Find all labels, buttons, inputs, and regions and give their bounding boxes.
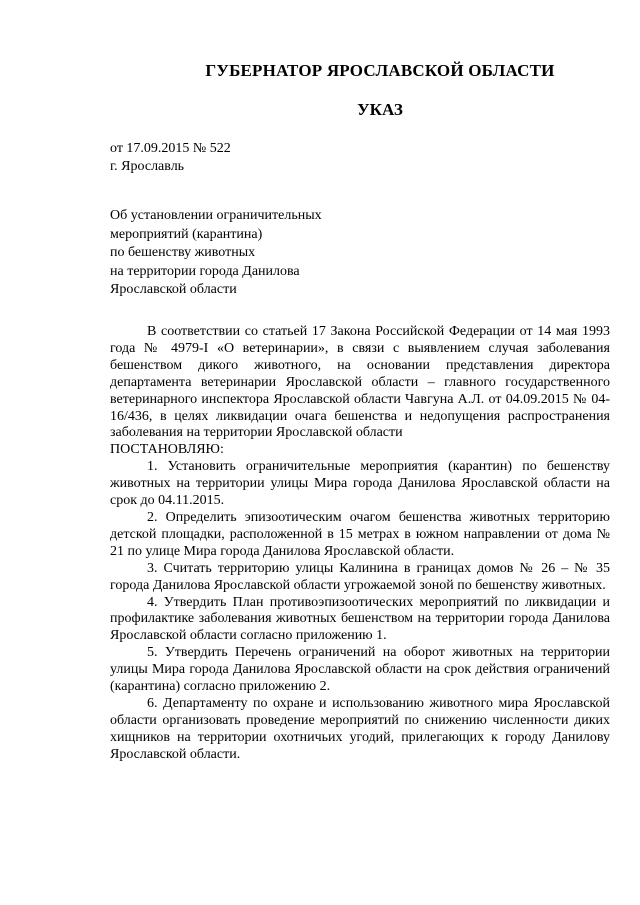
subject-line: мероприятий (карантина) bbox=[110, 226, 263, 242]
resolve-heading: ПОСТАНОВЛЯЮ: bbox=[110, 442, 224, 458]
clause-item: 6. Департаменту по охране и использованию животного мира Ярославской области организовать проведение мероприятий по снижению численности диких хищников на территории охотничьих угодий, прилегающих к городу Данилову Ярославской области. bbox=[110, 695, 610, 762]
clause-item: 3. Считать территорию улицы Калинина в границах домов № 26 – № 35 города Данилова Ярославской области угрожаемой зоной по бешенству животных. bbox=[110, 560, 610, 593]
date-number: от 17.09.2015 № 522 bbox=[110, 141, 231, 156]
issuing-authority: ГУБЕРНАТОР ЯРОСЛАВСКОЙ ОБЛАСТИ bbox=[205, 61, 555, 80]
document-subject bbox=[110, 207, 322, 300]
document-meta bbox=[110, 140, 231, 176]
document-body bbox=[110, 324, 610, 764]
clause-item: 2. Определить эпизоотическим очагом бешенства животных территорию детской площадки, расположенной в 15 метрах в южном направлении от дома № 21 по улице Мира города Данилова Ярославской области. bbox=[110, 509, 610, 559]
subject-line: по бешенству животных bbox=[110, 245, 256, 260]
city: г. Ярославль bbox=[110, 159, 185, 174]
preamble-paragraph: В соответствии со статьей 17 Закона Российской Федерации от 14 мая 1993 года № 4979-I «О ветеринарии», в связи с выявлением случая заболевания бешенством дикого животного, на основании представления директора департамента ветеринарии Ярославской области – главного государственного ветеринарного инспектора Ярославской области Чавгуна А.Л. от 04.09.2015 № 04-16/436, в целях ликвидации очага бешенства и недопущения распространения заболевания на территории Ярославской области bbox=[110, 324, 610, 441]
clause-item: 1. Установить ограничительные мероприятия (карантин) по бешенству животных на территории улицы Мира города Данилова Ярославской области на срок до 04.11.2015. bbox=[110, 459, 610, 509]
clause-item: 4. Утвердить План противоэпизоотических мероприятий по ликвидации и профилактике заболевания животных бешенством на территории города Данилова Ярославской области согласно приложению 1. bbox=[110, 594, 610, 644]
subject-line: на территории города Данилова bbox=[110, 263, 300, 279]
clause-item: 5. Утвердить Перечень ограничений на оборот животных на территории улицы Мира города Данилова Ярославской области на срок действия ограничений (карантина) согласно приложению 2. bbox=[110, 645, 610, 695]
subject-line: Об установлении ограничительных bbox=[110, 208, 322, 223]
subject-line: Ярославской области bbox=[110, 282, 237, 297]
document-type: УКАЗ bbox=[357, 100, 403, 119]
